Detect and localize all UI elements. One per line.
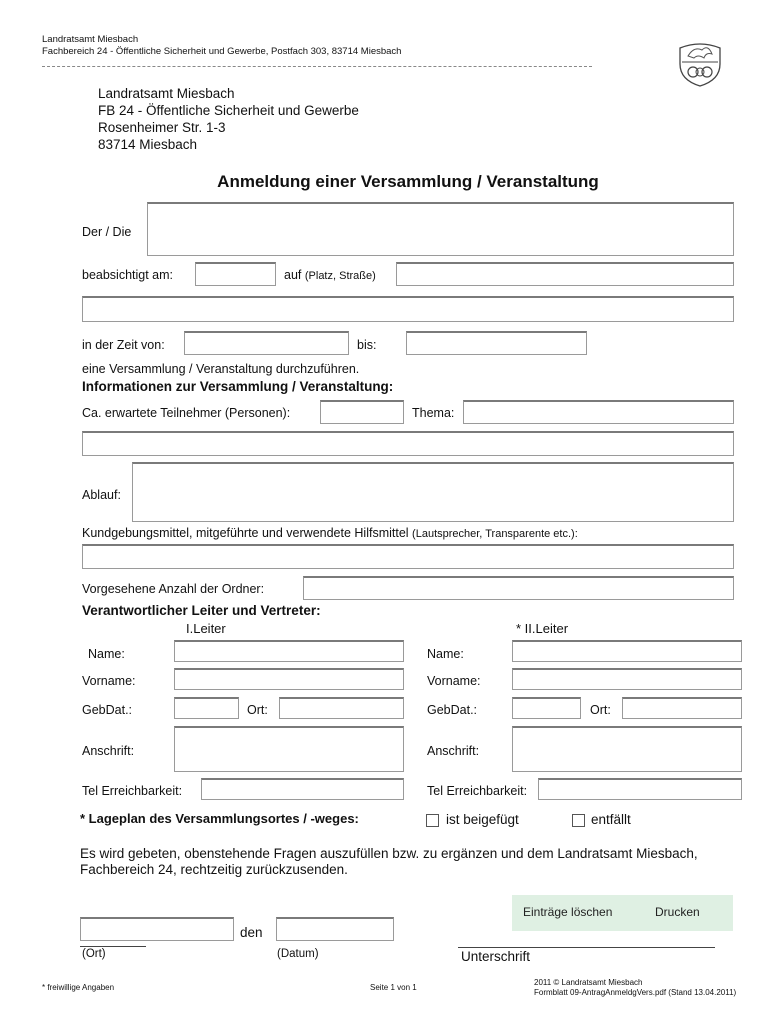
date-field[interactable]	[195, 262, 276, 286]
leiter2-tel-field[interactable]	[538, 778, 742, 800]
leiter1-name-field[interactable]	[174, 640, 404, 662]
footer-center: Seite 1 von 1	[370, 983, 417, 992]
leiter2-anschrift-label: Anschrift:	[427, 744, 480, 758]
leiter1-vorname-field[interactable]	[174, 668, 404, 690]
leiter2-name-label: Name:	[427, 647, 464, 661]
leiter1-heading: I.Leiter	[186, 621, 226, 636]
footer-right-line1: 2011 © Landratsamt Miesbach	[534, 978, 643, 987]
kundgebung-label: Kundgebungsmittel, mitgeführte und verwendete Hilfsmittel (Lautsprecher, Transparente etc.):	[82, 526, 578, 540]
entfaellt-checkbox[interactable]	[572, 814, 585, 827]
footer-left: * freiwillige Angaben	[42, 983, 115, 992]
footer-right-line2: Formblatt 09-AntragAnmeldgVers.pdf (Stand 13.04.2011)	[534, 988, 737, 997]
letterhead-line2: Fachbereich 24 - Öffentliche Sicherheit und Gewerbe, Postfach 303, 83714 Miesbach	[42, 46, 402, 57]
address-line3: Rosenheimer Str. 1-3	[98, 120, 226, 135]
leiter2-ort-label: Ort:	[590, 703, 611, 717]
address-line1: Landratsamt Miesbach	[98, 86, 235, 101]
topic-field[interactable]	[463, 400, 734, 424]
leiter1-tel-field[interactable]	[201, 778, 404, 800]
address-line2: FB 24 - Öffentliche Sicherheit und Gewerbe	[98, 103, 359, 118]
leiter-heading: Verantwortlicher Leiter und Vertreter:	[82, 603, 321, 618]
address-line4: 83714 Miesbach	[98, 137, 198, 152]
procedure-field[interactable]	[132, 462, 734, 522]
zeit-von-label: in der Zeit von:	[82, 338, 165, 352]
leiter1-gebdat-field[interactable]	[174, 697, 239, 719]
organizer-field[interactable]	[147, 202, 734, 256]
print-button[interactable]: Drucken	[655, 905, 700, 919]
coat-of-arms-emblem	[676, 38, 724, 88]
time-to-field[interactable]	[406, 331, 587, 355]
ort-sig-label: (Ort)	[82, 948, 106, 960]
leiter2-gebdat-field[interactable]	[512, 697, 581, 719]
page-title: Anmeldung einer Versammlung / Veranstaltung	[217, 172, 599, 191]
topic-field-continued[interactable]	[82, 431, 734, 456]
sig-date-field[interactable]	[276, 917, 394, 941]
ort-underline	[80, 946, 146, 947]
letterhead-divider	[42, 66, 592, 67]
leiter1-name-label: Name:	[88, 647, 125, 661]
letterhead-line1: Landratsamt Miesbach	[42, 34, 139, 45]
leiter2-gebdat-label: GebDat.:	[427, 703, 478, 717]
info-heading: Informationen zur Versammlung / Veranstaltung:	[82, 379, 394, 394]
stewards-field[interactable]	[303, 576, 734, 600]
bis-label: bis:	[357, 338, 377, 352]
thema-label: Thema:	[412, 406, 455, 420]
leiter1-gebdat-label: GebDat.:	[82, 703, 133, 717]
leiter1-tel-label: Tel Erreichbarkeit:	[82, 784, 183, 798]
equipment-field[interactable]	[82, 544, 734, 569]
leiter1-ort-field[interactable]	[279, 697, 404, 719]
location-field-continued[interactable]	[82, 296, 734, 322]
leiter2-ort-field[interactable]	[622, 697, 742, 719]
datum-sig-label: (Datum)	[277, 948, 319, 960]
clear-entries-button[interactable]: Einträge löschen	[523, 905, 613, 919]
leiter1-vorname-label: Vorname:	[82, 674, 136, 688]
beigefuegt-checkbox[interactable]	[426, 814, 439, 827]
der-die-label: Der / Die	[82, 225, 132, 239]
participants-field[interactable]	[320, 400, 404, 424]
den-label: den	[240, 925, 263, 940]
lageplan-label: * Lageplan des Versammlungsortes / -weges:	[80, 811, 359, 826]
leiter2-vorname-label: Vorname:	[427, 674, 481, 688]
beabsichtigt-label: beabsichtigt am:	[82, 268, 174, 282]
ablauf-label: Ablauf:	[82, 488, 121, 502]
leiter2-anschrift-field[interactable]	[512, 726, 742, 772]
leiter2-heading: * II.Leiter	[516, 621, 569, 636]
request-text: Es wird gebeten, obenstehende Fragen auszufüllen bzw. zu ergänzen und dem Landratsamt Miesbach, Fachbereich 24, rechtzeitig zurückzusenden.	[80, 846, 698, 877]
signature-line	[458, 947, 715, 948]
leiter2-vorname-field[interactable]	[512, 668, 742, 690]
entfaellt-label: entfällt	[591, 812, 631, 827]
leiter1-anschrift-label: Anschrift:	[82, 744, 135, 758]
ordner-label: Vorgesehene Anzahl der Ordner:	[82, 582, 265, 596]
time-from-field[interactable]	[184, 331, 349, 355]
place-field[interactable]	[80, 917, 234, 941]
teilnehmer-label: Ca. erwartete Teilnehmer (Personen):	[82, 406, 291, 420]
leiter1-anschrift-field[interactable]	[174, 726, 404, 772]
location-field[interactable]	[396, 262, 734, 286]
leiter1-ort-label: Ort:	[247, 703, 268, 717]
leiter2-tel-label: Tel Erreichbarkeit:	[427, 784, 528, 798]
signature-label: Unterschrift	[461, 949, 531, 964]
auf-label: auf (Platz, Straße)	[284, 268, 376, 282]
durchfuehren-text: eine Versammlung / Veranstaltung durchzuführen.	[82, 362, 360, 376]
leiter2-name-field[interactable]	[512, 640, 742, 662]
beigefuegt-label: ist beigefügt	[446, 812, 519, 827]
